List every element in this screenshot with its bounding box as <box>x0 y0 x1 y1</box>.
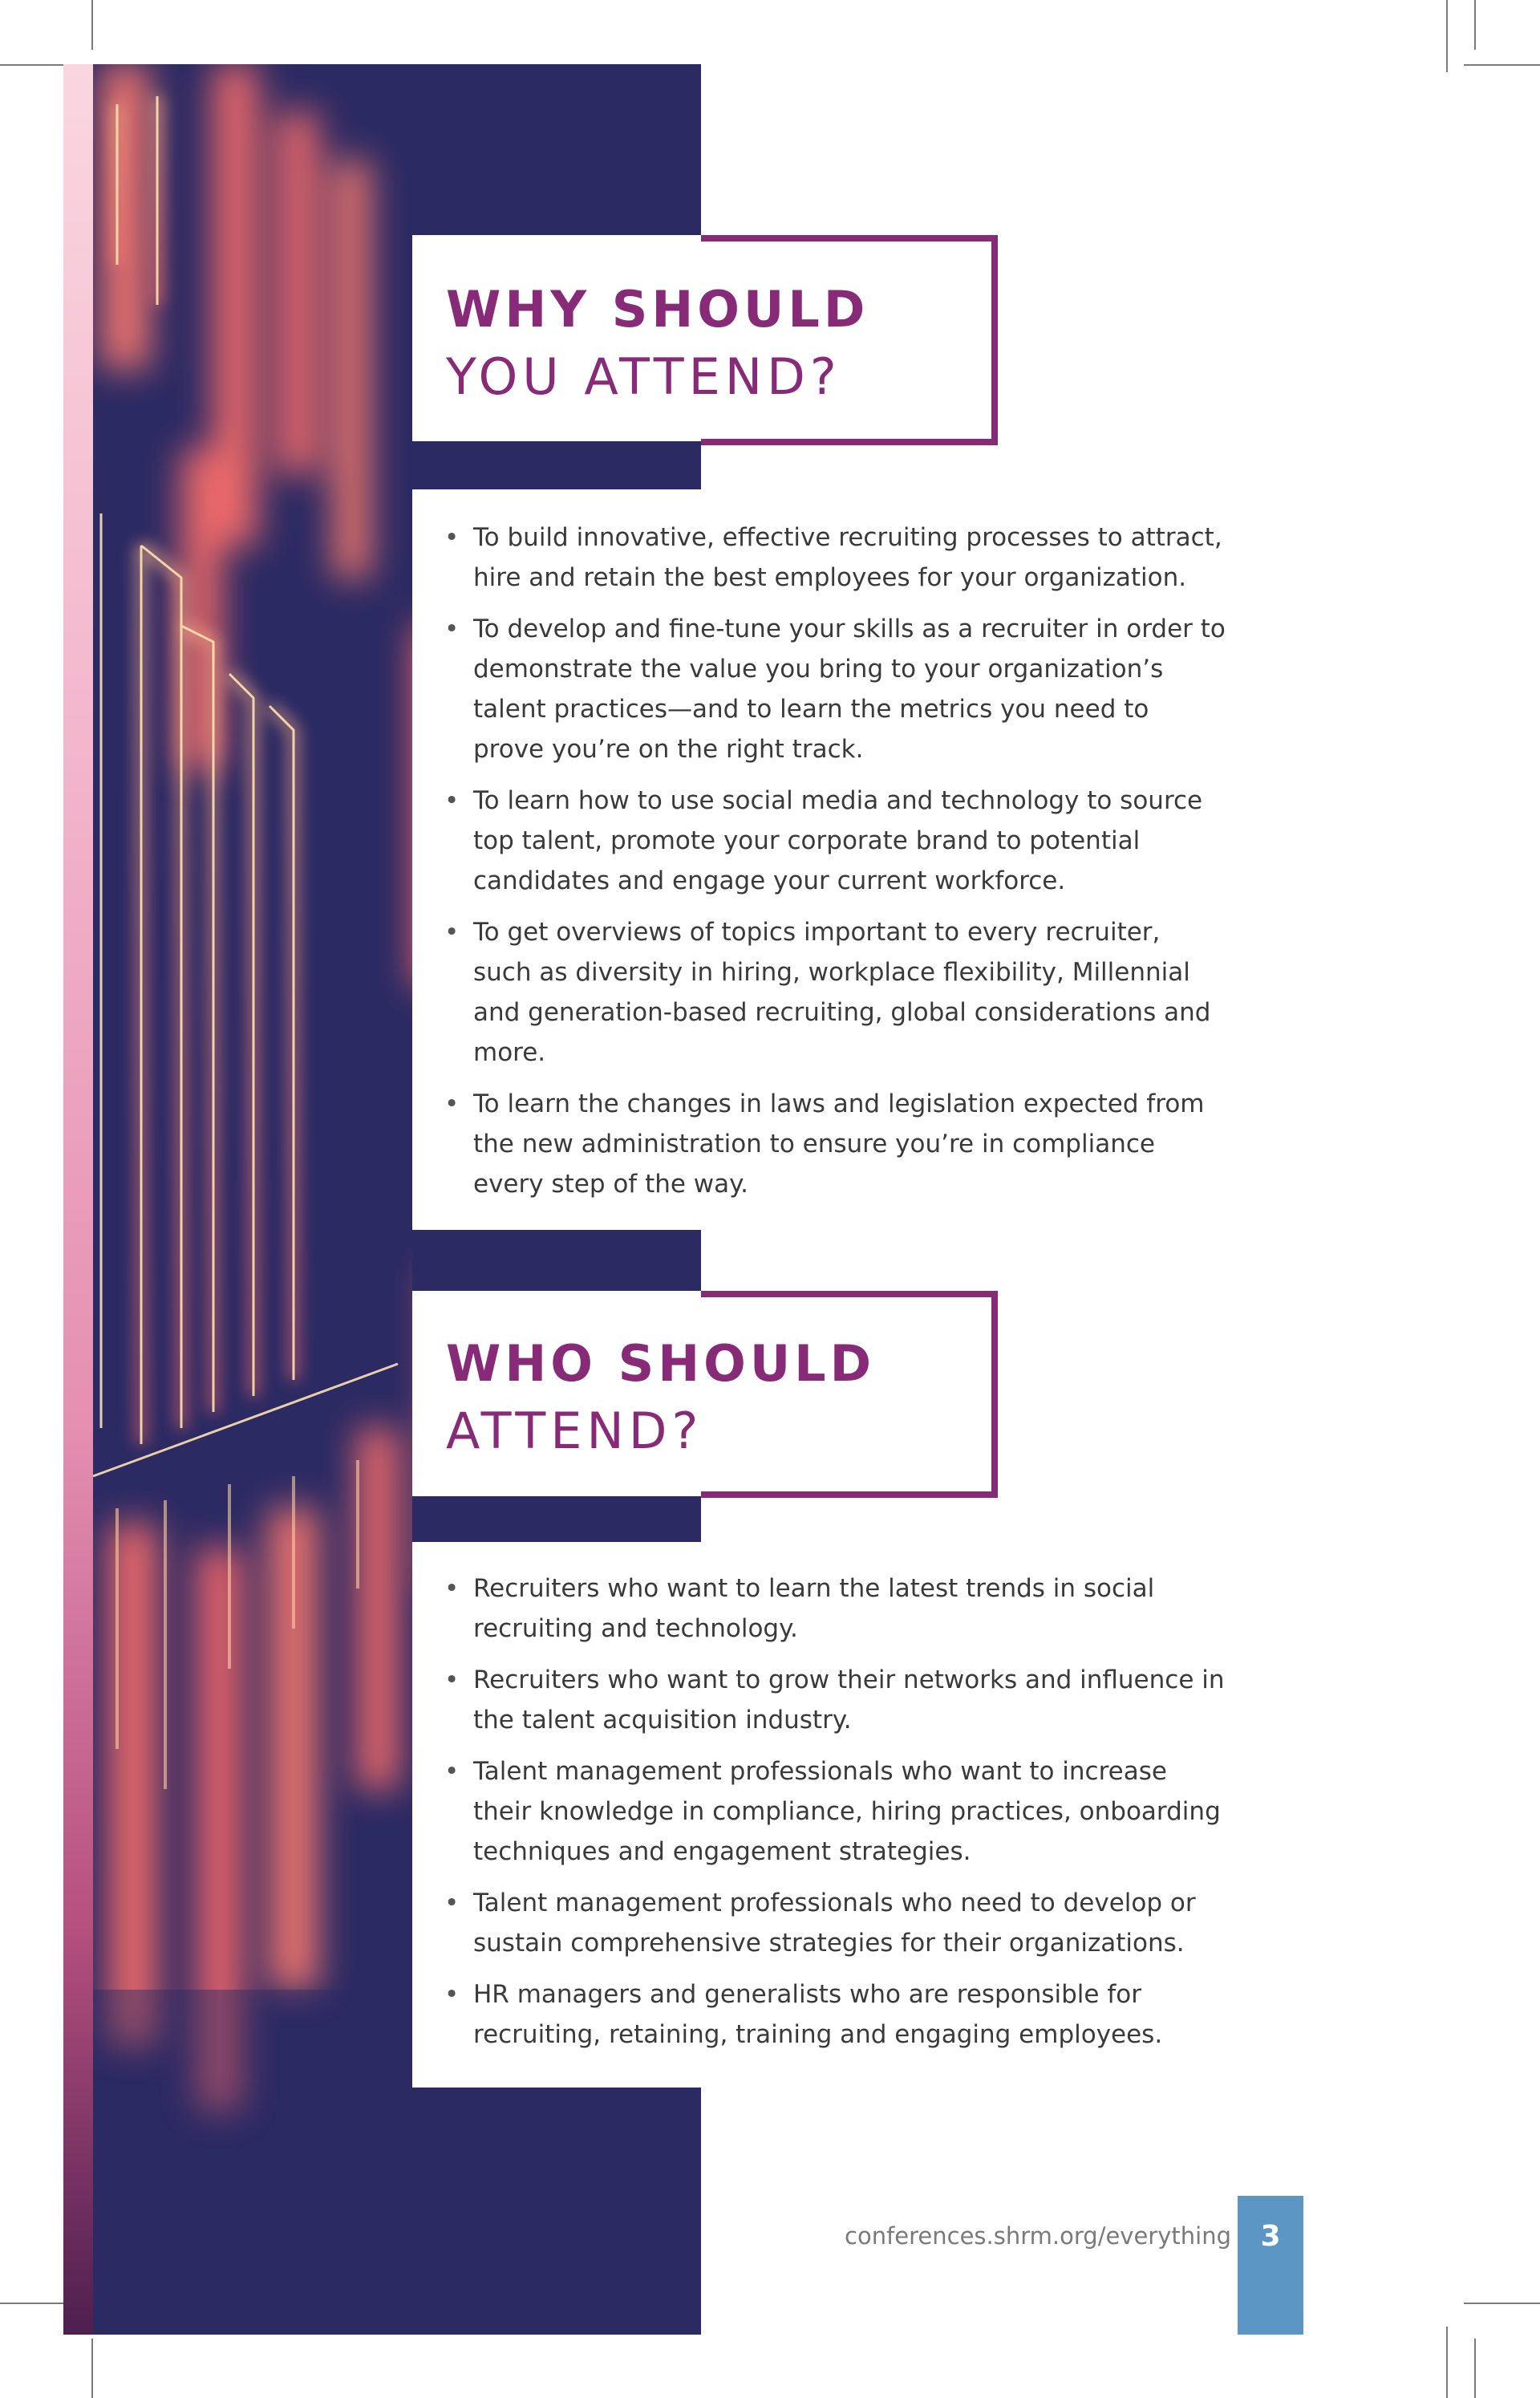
page-number: 3 <box>1260 2220 1281 2253</box>
crop-mark <box>91 2339 93 2398</box>
list-item: • HR managers and generalists who are responsible for recruiting, retaining, training and engaging employees. <box>440 1974 1226 2055</box>
list-item: • To build innovative, effective recruiting processes to attract, hire and retain the best employees for your organization. <box>440 517 1226 598</box>
list-item: • To get overviews of topics important to every recruiter, such as diversity in hiring, workplace flexibility, Millennial and generation-based recruiting, global considerations and more. <box>440 912 1226 1073</box>
list-item: • To learn how to use social media and technology to source top talent, promote your corporate brand to potential candidates and engage your current workforce. <box>440 781 1226 901</box>
list-item: • Talent management professionals who want to increase their knowledge in compliance, hiring practices, onboarding techniques and engagement strategies. <box>440 1751 1226 1872</box>
photo-gap-lower <box>412 1496 701 1542</box>
list-item: • Recruiters who want to learn the latest trends in social recruiting and technology. <box>440 1568 1226 1649</box>
who-title-light: ATTEND? <box>446 1402 703 1460</box>
footer-url: conferences.shrm.org/everything <box>845 2222 1231 2250</box>
list-item: • Recruiters who want to grow their networks and influence in the talent acquisition industry. <box>440 1660 1226 1740</box>
who-heading <box>446 1334 876 1460</box>
crop-mark <box>1464 64 1540 66</box>
why-title-bold: WHY SHOULD <box>446 280 869 339</box>
crop-mark <box>91 0 93 50</box>
why-heading-box <box>412 235 998 440</box>
pink-gradient-strip <box>63 64 93 2335</box>
crop-mark <box>1474 2339 1476 2398</box>
who-heading-box <box>412 1291 998 1496</box>
list-item: • To learn the changes in laws and legislation expected from the new administration to ensure you’re in compliance every step of the way. <box>440 1084 1226 1204</box>
photo-gap-top <box>412 441 701 489</box>
list-item: • To develop and fine-tune your skills as a recruiter in order to demonstrate the value you bring to your organization’s talent practices—and to learn the metrics you need to prove you’re on the right track. <box>440 609 1226 769</box>
photo-gap-middle <box>412 1230 701 1291</box>
page-number-tab <box>1238 2196 1303 2335</box>
why-heading <box>446 280 869 406</box>
crop-mark <box>1446 2327 1448 2398</box>
crop-mark <box>1446 0 1448 72</box>
who-title-bold: WHO SHOULD <box>446 1334 876 1393</box>
why-title-light: YOU ATTEND? <box>446 347 841 406</box>
crop-mark <box>1474 0 1476 50</box>
crop-mark <box>1464 2303 1540 2304</box>
who-bullet-list <box>440 1568 1226 2066</box>
list-item: • Talent management professionals who need to develop or sustain comprehensive strategies for their organizations. <box>440 1883 1226 1963</box>
why-bullet-list <box>440 517 1226 1215</box>
